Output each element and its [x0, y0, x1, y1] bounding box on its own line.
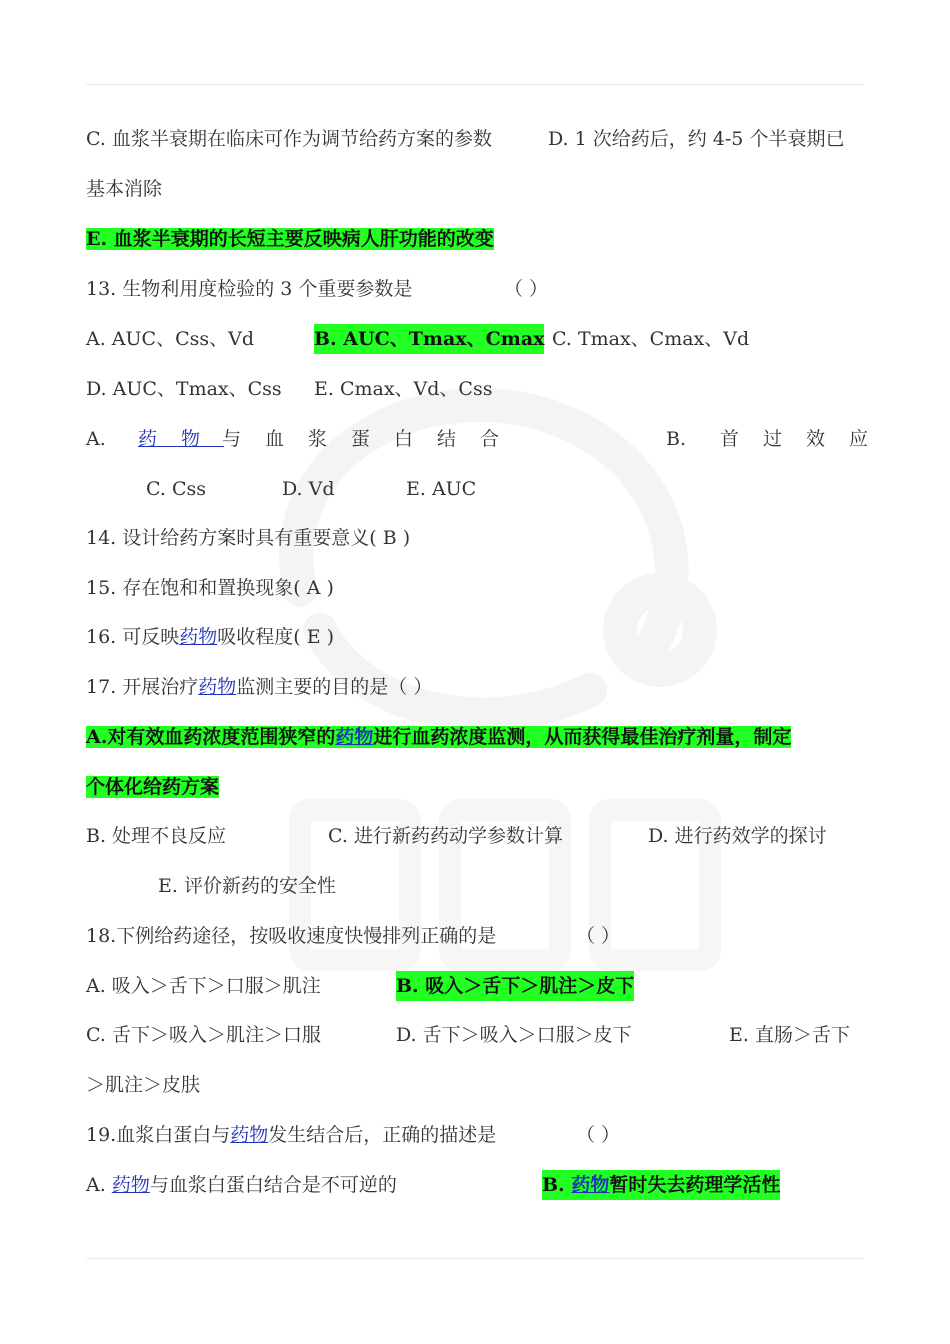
option-c: C. 进行新药药动学参数计算	[328, 825, 563, 847]
q19-options-row	[86, 1170, 866, 1200]
answer-highlight	[86, 726, 791, 748]
question-15: 15. 存在饱和和置换现象( A )	[86, 577, 334, 599]
option-c: C. Css	[146, 478, 206, 500]
option-b-label: B.	[542, 1174, 565, 1196]
drug-link[interactable]: 药物	[111, 1174, 150, 1196]
page-bottom-rule	[86, 1258, 864, 1259]
answer-paren: （ ）	[576, 925, 621, 947]
option-a-text: 与血浆蛋白结合	[222, 428, 524, 450]
drug-link[interactable]: 药物	[571, 1174, 610, 1196]
q13-options-row1	[86, 324, 786, 354]
option-b: B. 处理不良反应	[86, 825, 227, 847]
option-c: C. 舌下＞吸入＞肌注＞口服	[86, 1024, 321, 1046]
option-e: E. 直肠＞舌下	[729, 1024, 850, 1046]
question-18	[86, 921, 706, 951]
drug-link[interactable]: 药物	[335, 726, 374, 748]
line-continuation: 基本消除	[86, 178, 163, 200]
question-text-tail: 吸收程度( E )	[217, 626, 335, 648]
option-b-text: 首过效应	[720, 428, 893, 450]
question-14: 14. 设计给药方案时具有重要意义( B )	[86, 527, 411, 549]
option-a: A. AUC、Css、Vd	[86, 328, 254, 350]
q18-options-row1	[86, 971, 706, 1001]
question-text-head: 19.血浆白蛋白与	[86, 1124, 231, 1146]
line-option-e	[86, 224, 494, 254]
answer-highlight: E. 血浆半衰期的长短主要反映病人肝功能的改变	[86, 228, 494, 250]
option-b-answer: B. 吸入＞舌下＞肌注＞皮下	[396, 971, 634, 1001]
question-17	[86, 672, 432, 702]
option-b-answer	[542, 1170, 780, 1200]
q18-option-e-continuation: ＞肌注＞皮肤	[86, 1074, 201, 1096]
question-text: 16. 可反映	[86, 626, 180, 648]
drug-link[interactable]: 药物	[230, 1124, 269, 1146]
page-top-rule	[86, 84, 864, 85]
question-text	[86, 1120, 496, 1150]
question-text: 17. 开展治疗	[86, 676, 199, 698]
answer-highlight: 个体化给药方案	[86, 776, 220, 798]
option-a-label: A.	[86, 428, 106, 450]
question-13	[86, 274, 686, 304]
answer-paren: （ ）	[576, 1124, 621, 1146]
answer-text: A.对有效血药浓度范围狭窄的	[86, 726, 336, 748]
option-d: D. Vd	[282, 478, 335, 500]
shared-options-row2	[86, 474, 686, 504]
option-d: D. AUC、Tmax、Css	[86, 378, 282, 400]
option-b-answer: B. AUC、Tmax、Cmax	[314, 324, 544, 354]
option-d: D. 舌下＞吸入＞口服＞皮下	[396, 1024, 632, 1046]
option-e: E. AUC	[406, 478, 477, 500]
answer-text-tail: 进行血药浓度监测，从而获得最佳治疗剂量，制定	[373, 726, 792, 748]
option-d: D. 1 次给药后，约 4-5 个半衰期已	[548, 128, 845, 150]
question-text-tail: 发生结合后，正确的描述是	[268, 1124, 497, 1146]
option-a	[86, 1170, 397, 1200]
option-a-label: A.	[86, 1174, 106, 1196]
q17-option-a-continuation	[86, 772, 219, 802]
question-16	[86, 622, 334, 652]
answer-paren: （ ）	[504, 278, 549, 300]
option-a: A. 吸入＞舌下＞口服＞肌注	[86, 975, 321, 997]
question-19	[86, 1120, 726, 1150]
shared-options-row1	[86, 424, 893, 454]
line-option-c-d	[86, 124, 876, 154]
option-b-text: 暂时失去药理学活性	[609, 1174, 781, 1196]
option-c: C. Tmax、Cmax、Vd	[552, 328, 750, 350]
question-text: 18.下例给药途径，按吸收速度快慢排列正确的是	[86, 925, 497, 947]
drug-link[interactable]: 药物	[198, 676, 237, 698]
question-text: 13. 生物利用度检验的 3 个重要参数是	[86, 278, 413, 300]
q17-option-a-answer	[86, 722, 791, 752]
q17-options-row	[86, 821, 876, 851]
q18-options-row2	[86, 1020, 876, 1050]
option-b-label: B.	[666, 428, 687, 450]
option-d: D. 进行药效学的探讨	[648, 825, 827, 847]
q13-options-row2	[86, 374, 686, 404]
question-text-tail: 监测主要的目的是（ ）	[236, 676, 433, 698]
option-a-text: 与血浆白蛋白结合是不可逆的	[149, 1174, 397, 1196]
q17-option-e: E. 评价新药的安全性	[158, 875, 336, 897]
drug-link[interactable]: 药物	[179, 626, 218, 648]
drug-link[interactable]: 药物	[138, 428, 225, 450]
option-e: E. Cmax、Vd、Css	[314, 378, 493, 400]
option-c: C. 血浆半衰期在临床可作为调节给药方案的参数	[86, 128, 492, 150]
